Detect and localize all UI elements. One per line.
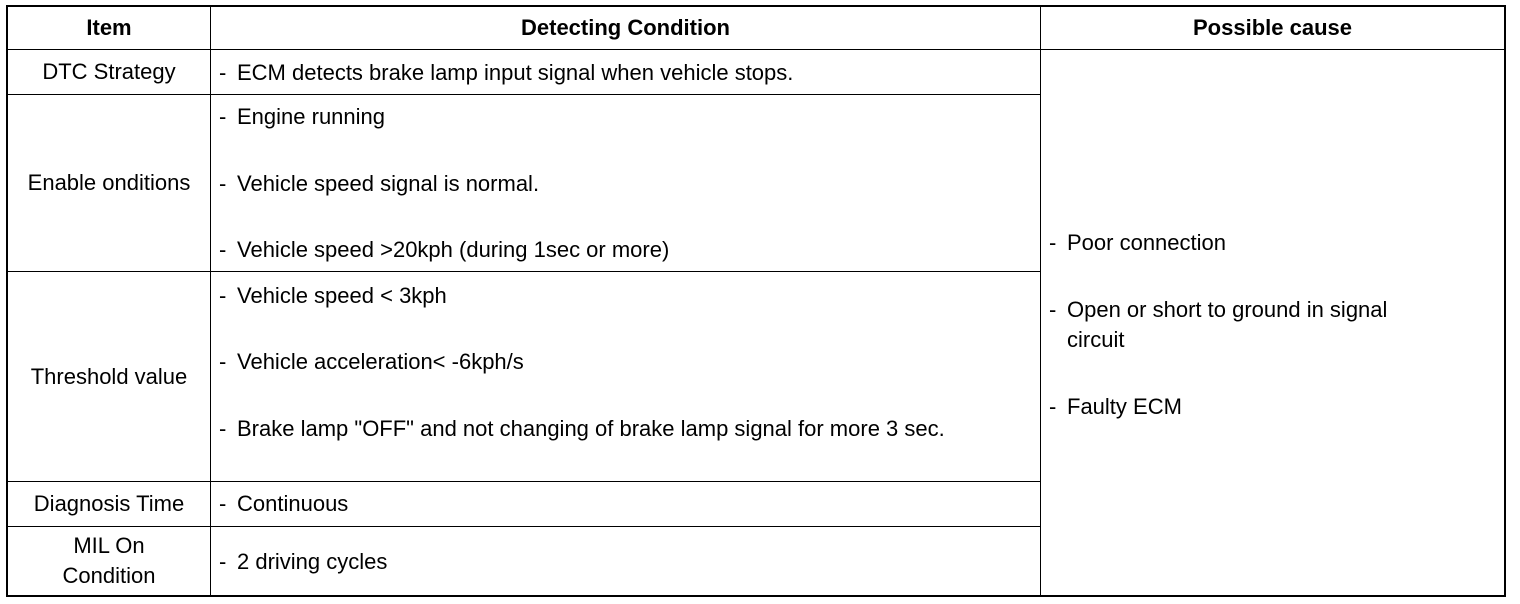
column-divider xyxy=(210,7,211,595)
column-divider xyxy=(1040,7,1041,595)
condition-item: - Vehicle speed >20kph (during 1sec or more) xyxy=(219,237,670,262)
condition-item: - Vehicle speed signal is normal. xyxy=(219,171,540,196)
header-detecting-condition: Detecting Condition xyxy=(521,15,730,40)
cause-item: - Poor connection xyxy=(1049,230,1226,255)
condition-item: - Brake lamp "OFF" and not changing of brake lamp signal for more 3 sec. xyxy=(219,416,945,441)
condition-item: - 2 driving cycles xyxy=(219,549,388,574)
item-diagnosis-time: Diagnosis Time xyxy=(33,491,185,516)
condition-item: - Continuous xyxy=(219,491,349,516)
cause-item: - Faulty ECM xyxy=(1049,394,1182,419)
header-divider xyxy=(8,49,1504,50)
item-threshold-value: Threshold value xyxy=(30,363,188,389)
diagnostic-table xyxy=(6,5,1506,597)
item-dtc-strategy: DTC Strategy xyxy=(42,59,176,84)
condition-item: - Vehicle acceleration< -6kph/s xyxy=(219,349,524,374)
header-item: Item xyxy=(86,15,132,40)
condition-item: - Vehicle speed < 3kph xyxy=(219,283,447,308)
item-enable-conditions: Enable onditions xyxy=(27,170,191,195)
item-mil-on-condition: MIL On Condition xyxy=(62,533,156,588)
cause-item: - Open or short to ground in signal circuit xyxy=(1049,297,1388,352)
header-possible-cause: Possible cause xyxy=(1193,15,1352,40)
condition-item: - Engine running xyxy=(219,104,386,129)
condition-item: - ECM detects brake lamp input signal when vehicle stops. xyxy=(219,60,794,85)
